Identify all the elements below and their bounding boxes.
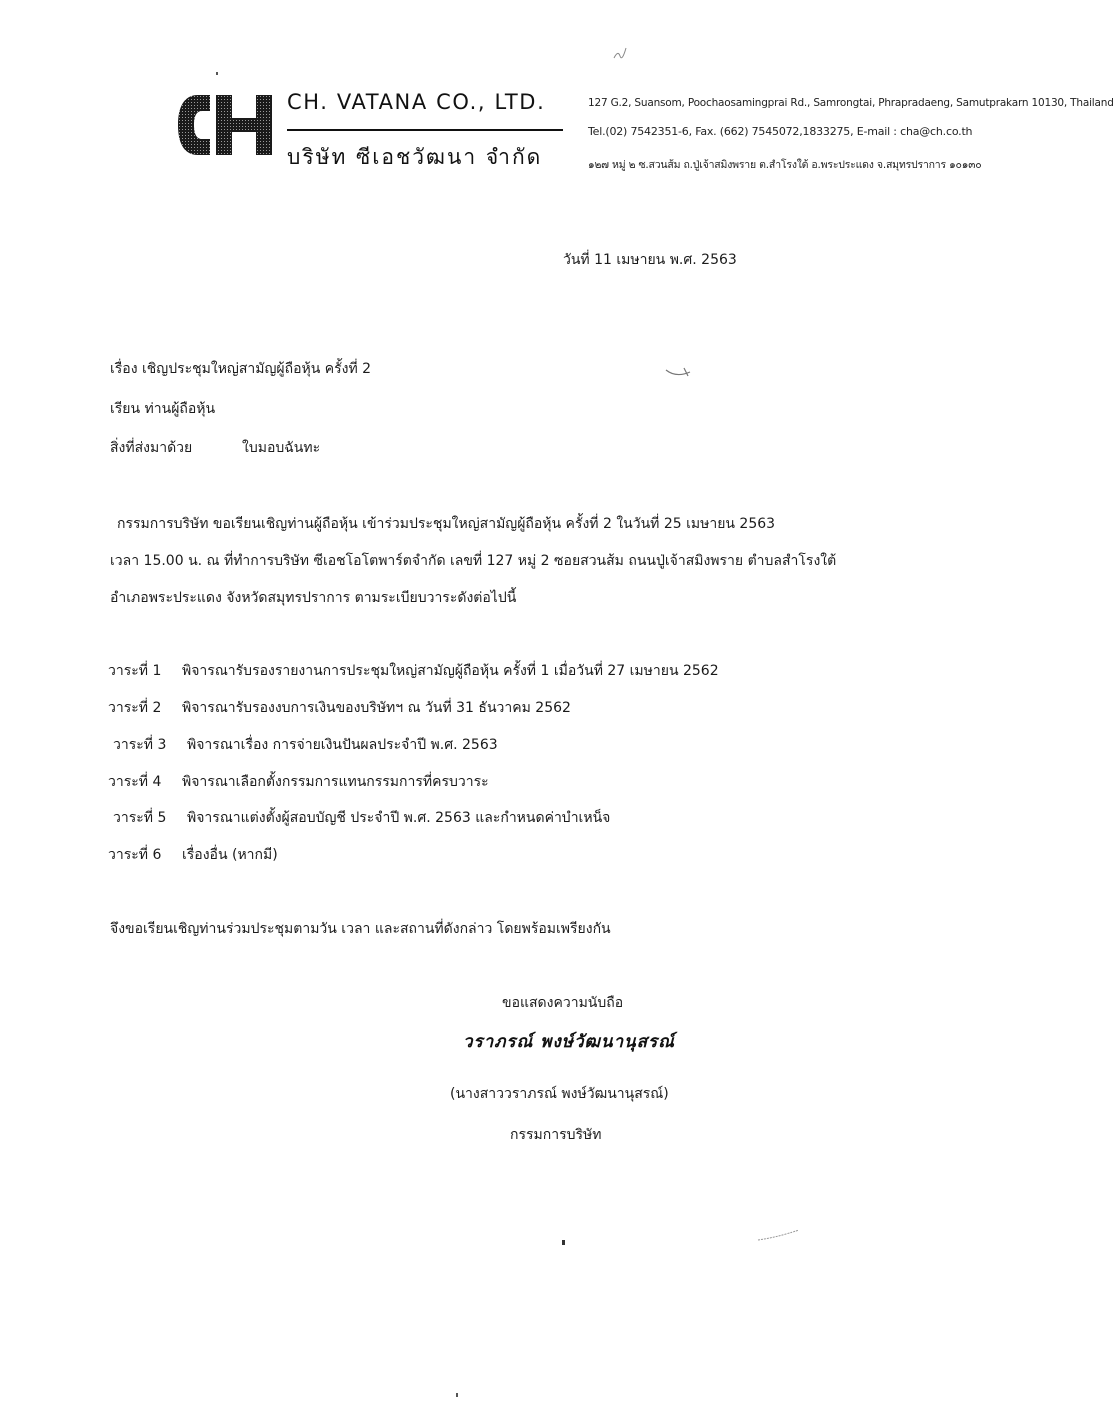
body-line: กรรมการบริษัท ขอเรียนเชิญท่านผู้ถือหุ้น เข้าร่วมประชุมใหญ่สามัญผู้ถือหุ้น ครั้งที่ 2 ในวันที่ 25 เมษายน 2563 [117, 516, 776, 532]
body-line: อำเภอพระประแดง จังหวัดสมุทรปราการ ตามระเบียบวาระดังต่อไปนี้ [110, 590, 517, 606]
signer-title: กรรมการบริษัท [510, 1127, 602, 1143]
company-address-english: 127 G.2, Suansom, Poochaosamingprai Rd., Samrongtai, Phrapradaeng, Samutprakarn 10130, Thailand [588, 97, 1114, 109]
agenda-text: เรื่องอื่น (หากมี) [182, 847, 278, 863]
scan-mark-icon [608, 42, 630, 64]
signer-name: (นางสาววราภรณ์ พงษ์วัฒนานุสรณ์) [450, 1086, 669, 1102]
company-logo-icon [176, 93, 276, 157]
company-contact: Tel.(02) 7542351-6, Fax. (662) 7545072,1833275, E-mail : cha@ch.co.th [588, 125, 973, 138]
agenda-number: วาระที่ 4 [108, 774, 162, 790]
letter-subject: เรื่อง เชิญประชุมใหญ่สามัญผู้ถือหุ้น ครั้งที่ 2 [110, 361, 372, 377]
agenda-item [108, 660, 719, 682]
signature: วราภรณ์ พงษ์วัฒนานุสรณ์ [463, 1032, 675, 1052]
scan-dot [562, 1240, 565, 1245]
letter-enclosure [110, 437, 320, 459]
agenda-text: พิจารณาแต่งตั้งผู้สอบบัญชี ประจำปี พ.ศ. 2563 และกำหนดค่าบำเหน็จ [187, 810, 611, 826]
scan-mark-icon [756, 1228, 800, 1244]
company-name-thai: บริษัท ซีเอชวัฒนา จำกัด [287, 145, 543, 169]
agenda-item [108, 844, 278, 866]
agenda-text: พิจารณารับรองรายงานการประชุมใหญ่สามัญผู้ถือหุ้น ครั้งที่ 1 เมื่อวันที่ 27 เมษายน 2562 [182, 663, 719, 679]
letter-date: วันที่ 11 เมษายน พ.ศ. 2563 [563, 252, 737, 268]
regards-line: ขอแสดงความนับถือ [502, 995, 624, 1011]
agenda-number: วาระที่ 5 [113, 810, 167, 826]
body-line: เวลา 15.00 น. ณ ที่ทำการบริษัท ซีเอชโอโตพาร์ตจำกัด เลขที่ 127 หมู่ 2 ซอยสวนส้ม ถนนปู่เจ้าสมิงพราย ตำบลสำโรงใต้ [110, 553, 837, 569]
closing-line: จึงขอเรียนเชิญท่านร่วมประชุมตามวัน เวลา และสถานที่ดังกล่าว โดยพร้อมเพรียงกัน [110, 921, 611, 937]
agenda-number: วาระที่ 6 [108, 847, 162, 863]
letterhead-divider [287, 129, 563, 131]
enclosure-value: ใบมอบฉันทะ [242, 440, 321, 456]
company-address-thai: ๑๒๗ หมู่ ๒ ซ.สวนส้ม ถ.ปู่เจ้าสมิงพราย ต.สำโรงใต้ อ.พระประแดง จ.สมุทรปราการ ๑๐๑๓๐ [588, 159, 982, 171]
agenda-text: พิจารณาเลือกตั้งกรรมการแทนกรรมการที่ครบวาระ [182, 774, 489, 790]
agenda-text: พิจารณาเรื่อง การจ่ายเงินปันผลประจำปี พ.ศ. 2563 [187, 737, 498, 753]
scan-mark-icon [664, 366, 694, 380]
agenda-item [113, 734, 498, 756]
agenda-number: วาระที่ 1 [108, 663, 162, 679]
agenda-item [113, 807, 610, 829]
agenda-item [108, 697, 571, 719]
letter-recipient: เรียน ท่านผู้ถือหุ้น [110, 401, 216, 417]
scan-dot [216, 72, 218, 75]
scan-dot [456, 1393, 458, 1397]
agenda-number: วาระที่ 2 [108, 700, 162, 716]
company-name-english: CH. VATANA CO., LTD. [287, 90, 546, 114]
agenda-text: พิจารณารับรองงบการเงินของบริษัทฯ ณ วันที่ 31 ธันวาคม 2562 [182, 700, 571, 716]
agenda-number: วาระที่ 3 [113, 737, 167, 753]
enclosure-label: สิ่งที่ส่งมาด้วย [110, 440, 193, 456]
agenda-item [108, 771, 489, 793]
